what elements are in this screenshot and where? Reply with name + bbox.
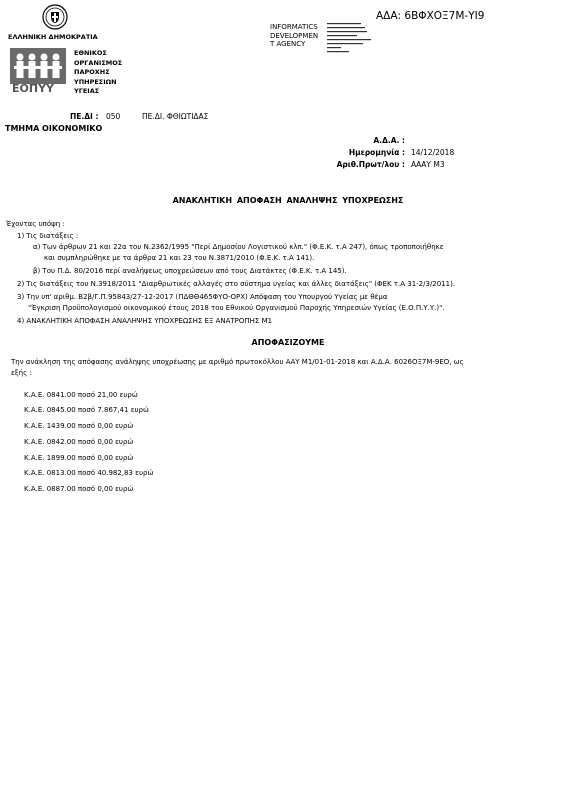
department-name: ΤΜΗΜΑ ΟΙΚΟΝΟΜΙΚΟ [5, 124, 103, 133]
ada-label: Α.Δ.Α. : [373, 136, 405, 145]
protocol-label: Αριθ.Πρωτ/λου : [336, 160, 405, 169]
it-agency-line: T AGENCY [270, 40, 306, 48]
logo-text: ΕΟΠΥΥ [12, 82, 55, 95]
kae-item: Κ.Α.Ε. 0842.00 ποσό 0,00 ευρώ [24, 438, 134, 446]
decision-text: Την ανάκληση της απόφασης ανάληψης υποχρέωσης με αριθμό πρωτοκόλλου ΑΑΥ Μ1/01-01-2018 και Α.Δ.Α. 6026ΟΞ7Μ-9ΕΟ, ως [11, 358, 464, 366]
greek-emblem-icon [42, 4, 68, 30]
org-line: ΠΑΡΟΧΗΣ [74, 68, 110, 77]
date-value: 14/12/2018 [411, 148, 455, 157]
kae-item: Κ.Α.Ε. 0813.00 ποσό 40.982,83 ευρώ [24, 469, 154, 477]
considering-item-3: 3) Την υπ' αριθμ. Β2β/Γ.Π.95843/27-12-2017 (ΠΔΘΘ465ΦΥΟ-ΟΡΧ) Απόφαση του Υπουργού Υγείας με θέμα [17, 293, 388, 301]
considering-item-1: 1) Τις διατάξεις : [17, 232, 79, 240]
pedi-name: ΠΕ.ΔΙ. ΦΘΙΩΤΙΔΑΣ [142, 112, 209, 121]
republic-label: ΕΛΛΗΝΙΚΗ ΔΗΜΟΚΡΑΤΙΑ [8, 33, 98, 41]
it-agency-label [270, 23, 318, 49]
ada-code: ΑΔΑ: 6ΒΦΧΟΞ7Μ-ΥΙ9 [376, 10, 485, 22]
considering-intro: Έχοντας υπόψη : [6, 220, 65, 228]
org-line: ΥΓΕΙΑΣ [74, 87, 100, 96]
eopyy-logo [10, 48, 66, 96]
kae-item: Κ.Α.Ε. 0845.00 ποσό 7.867,41 ευρώ [24, 406, 149, 414]
it-agency-line: INFORMATICS [270, 23, 318, 31]
decide-heading: ΑΠΟΦΑΣΙΖΟΥΜΕ [251, 338, 325, 347]
date-label: Ημερομηνία : [348, 148, 405, 157]
protocol-value: ΑΑΑΥ Μ3 [411, 160, 445, 169]
considering-item-3-cont: "Έγκριση Προϋπολογισμού οικονομικού έτους 2018 του Εθνικού Οργανισμού Παροχής Υπηρεσιών Υγείας (Ε.Ο.Π.Υ.Υ.)". [28, 304, 445, 312]
considering-item-1a: α) Των άρθρων 21 και 22α του Ν.2362/1995 "Περί Δημοσίου Λογιστικού κλπ." (Φ.Ε.Κ. τ.Α 247), όπως τροποποιήθηκε [33, 243, 444, 251]
document-title: ΑΝΑΚΛΗΤΙΚΗ ΑΠΟΦΑΣΗ ΑΝΑΛΗΨΗΣ ΥΠΟΧΡΕΩΣΗΣ [172, 196, 404, 205]
considering-item-1a-cont: και συμπληρώθηκε με τα άρθρα 21 και 23 του Ν.3871/2010 (Φ.Ε.Κ. τ.Α 141). [44, 254, 315, 262]
considering-item-4: 4) ΑΝΑΚΛΗΤΙΚΗ ΑΠΟΦΑΣΗ ΑΝΑΛΗΨΗΣ ΥΠΟΧΡΕΩΣΗΣ ΕΞ ΑΝΑΤΡΟΠΗΣ Μ1 [17, 317, 273, 325]
org-line: ΕΘΝΙΚΟΣ [74, 49, 107, 57]
considering-item-2: 2) Τις διατάξεις του Ν.3918/2011 "Διαρθρωτικές αλλαγές στο σύστημα υγείας και άλλες διατάξεις" (ΦΕΚ τ.Α 31-2/3/2011). [17, 280, 456, 288]
org-line: ΥΠΗΡΕΣΙΩΝ [74, 77, 117, 86]
pedi-code: 050 [106, 112, 121, 121]
kae-item: Κ.Α.Ε. 0887.00 ποσό 0,00 ευρώ [24, 485, 134, 493]
kae-item: Κ.Α.Ε. 1439.00 ποσό 0,00 ευρώ [24, 422, 134, 430]
pedi-label: ΠΕ.ΔΙ : [70, 112, 99, 121]
it-agency-line: DEVELOPMEN [270, 31, 319, 40]
kae-item: Κ.Α.Ε. 1899.00 ποσό 0,00 ευρώ [24, 454, 134, 462]
digital-signature-stamp [327, 22, 373, 58]
org-line: ΟΡΓΑΝΙΣΜΟΣ [74, 58, 123, 67]
considering-item-1b: β) Του Π.Δ. 80/2016 περί αναλήψεως υποχρεώσεων από τους Διατάκτες (Φ.Ε.Κ. τ.Α 145). [33, 267, 347, 275]
org-name [74, 49, 122, 97]
decision-text-cont: εξής : [11, 369, 32, 377]
kae-item: Κ.Α.Ε. 0841.00 ποσό 21,00 ευρώ [24, 391, 138, 399]
